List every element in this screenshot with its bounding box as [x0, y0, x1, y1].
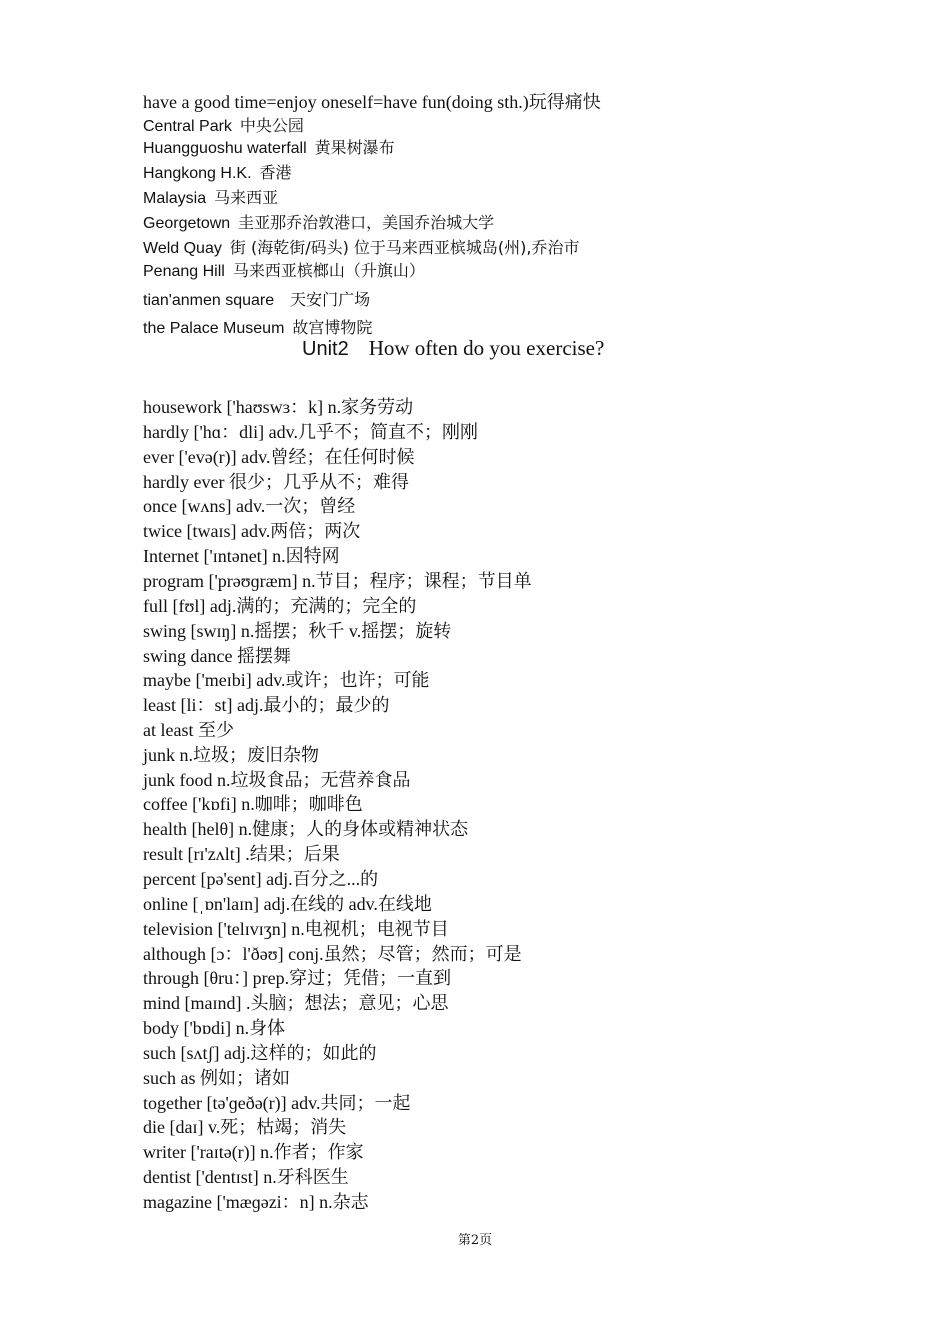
phrase-en: have a good time=enjoy oneself=have fun(doing sth.) [143, 92, 529, 112]
phrase-cn: 中央公园 [239, 116, 304, 135]
vocab-entry: through [θru：] prep.穿过；凭借；一直到 [143, 968, 452, 988]
vocab-entry: die [daɪ] v.死；枯竭；消失 [143, 1117, 347, 1137]
phrase-line [143, 292, 370, 309]
vocab-entry: at least 至少 [143, 720, 234, 740]
vocab-entry: health [helθ] n.健康；人的身体或精神状态 [143, 819, 469, 839]
vocab-entry: television ['telɪvɪʒn] n.电视机；电视节目 [143, 919, 449, 939]
phrase-line [143, 215, 494, 232]
phrase-cn: 黄果树瀑布 [314, 138, 395, 157]
phrase-en: Huangguoshu waterfall [143, 140, 307, 157]
vocab-entry: hardly ['hɑ：dli] adv.几乎不；简直不；刚刚 [143, 422, 478, 442]
vocab-entry: program ['prəʊɡræm] n.节目；程序；课程；节目单 [143, 571, 532, 591]
vocab-entry: housework ['haʊswɜ：k] n.家务劳动 [143, 397, 414, 417]
vocab-entry: such [sʌtʃ] adj.这样的；如此的 [143, 1043, 377, 1063]
vocab-entry: writer ['raɪtə(r)] n.作者；作家 [143, 1142, 364, 1162]
phrase-line [143, 320, 372, 337]
phrase-en: Penang Hill [143, 263, 225, 280]
phrase-cn: 玩得痛快 [528, 92, 601, 112]
unit-title: How often do you exercise? [368, 336, 605, 360]
phrase-line [143, 263, 425, 280]
phrase-line [143, 140, 395, 157]
vocab-entry: junk food n.垃圾食品；无营养食品 [143, 770, 411, 790]
phrase-line [143, 118, 304, 135]
vocab-entry: percent [pə'sent] adj.百分之...的 [143, 869, 379, 889]
vocab-entry: twice [twaɪs] adv.两倍；两次 [143, 521, 361, 541]
phrase-line [143, 190, 278, 207]
phrase-cn: 马来西亚槟榔山（升旗山） [232, 261, 425, 280]
phrase-line [143, 93, 601, 111]
vocab-entry: body ['bɒdi] n.身体 [143, 1018, 286, 1038]
phrase-en: Malaysia [143, 190, 207, 207]
page-number: 第2页 [457, 1233, 493, 1248]
vocab-entry: together [tə'ɡeðə(r)] adv.共同；一起 [143, 1093, 411, 1113]
vocab-entry: although [ɔ：l'ðəʊ] conj.虽然；尽管；然而；可是 [143, 944, 522, 964]
vocab-entry: such as 例如；诸如 [143, 1068, 290, 1088]
vocab-entry: full [fʊl] adj.满的；充满的；完全的 [143, 596, 417, 616]
vocab-entry: junk n.垃圾；废旧杂物 [143, 745, 320, 765]
vocab-entry: swing dance 摇摆舞 [143, 646, 291, 666]
phrase-en: the Palace Museum [143, 320, 285, 337]
vocab-entry: ever ['evə(r)] adv.曾经；在任何时候 [143, 447, 415, 467]
phrase-cn: 香港 [259, 163, 292, 182]
phrase-cn: 天安门广场 [290, 290, 371, 309]
vocab-entry: Internet ['ɪntənet] n.因特网 [143, 546, 340, 566]
vocab-entry: hardly ever 很少；几乎从不；难得 [143, 472, 409, 492]
unit-heading [302, 338, 604, 359]
phrase-en: Georgetown [143, 215, 231, 232]
phrase-line [143, 165, 292, 182]
vocab-entry: magazine ['mæɡəzi：n] n.杂志 [143, 1192, 369, 1212]
phrase-cn: 马来西亚 [214, 188, 279, 207]
phrase-cn: 故宫博物院 [292, 318, 373, 337]
phrase-en: Central Park [143, 118, 232, 135]
phrase-en: tian'anmen square [143, 292, 275, 309]
vocab-entry: coffee ['kɒfi] n.咖啡；咖啡色 [143, 794, 363, 814]
vocab-entry: maybe ['meɪbi] adv.或许；也许；可能 [143, 670, 430, 690]
phrase-cn: 圭亚那乔治敦港口，美国乔治城大学 [238, 213, 495, 232]
phrase-line [143, 240, 579, 257]
phrase-en: Weld Quay [143, 240, 222, 257]
vocab-entry: once [wʌns] adv.一次；曾经 [143, 496, 356, 516]
vocab-entry: swing [swɪŋ] n.摇摆；秋千 v.摇摆；旋转 [143, 621, 452, 641]
vocab-entry: dentist ['dentɪst] n.牙科医生 [143, 1167, 349, 1187]
phrase-en: Hangkong H.K. [143, 165, 252, 182]
vocab-entry: least [li：st] adj.最小的；最少的 [143, 695, 390, 715]
unit-number: Unit2 [302, 338, 349, 360]
vocab-entry: online [ˌɒn'laɪn] adj.在线的 adv.在线地 [143, 894, 432, 914]
phrase-cn: 街 (海乾街/码头) 位于马来西亚槟城岛(州),乔治市 [229, 238, 580, 257]
vocab-entry: result [rɪ'zʌlt] .结果；后果 [143, 844, 340, 864]
vocab-entry: mind [maɪnd] .头脑；想法；意见；心思 [143, 993, 449, 1013]
